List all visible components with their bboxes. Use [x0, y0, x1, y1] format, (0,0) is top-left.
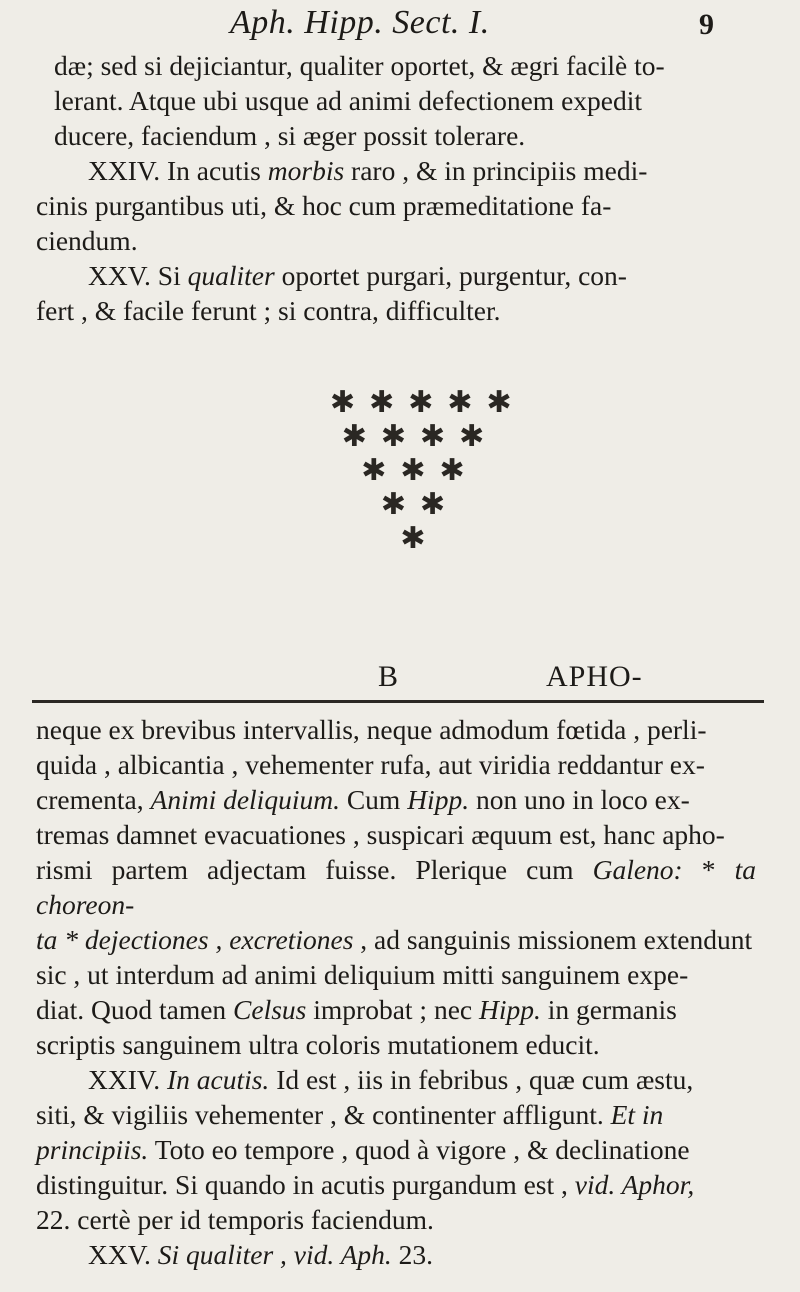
divider-rule [32, 700, 764, 703]
aphorism-number: XXV. [88, 1239, 151, 1270]
commentary-text [36, 712, 756, 1272]
aphorism-number: XXV. [88, 260, 151, 291]
text-line: distinguitur. Si quando in acutis purgandum est , vid. Aphor, [36, 1169, 695, 1200]
text-line: lerant. Atque ubi usque ad animi defectionem expedit [54, 85, 643, 116]
page-header [0, 4, 800, 44]
text-line: ciendum. [36, 225, 138, 256]
text-line: cinis purgantibus uti, & hoc cum præmeditatione fa- [36, 190, 612, 221]
catchword: APHO- [546, 660, 643, 693]
text-line: siti, & vigiliis vehementer , & continenter affligunt. Et in [36, 1099, 664, 1130]
page-number: 9 [699, 8, 714, 41]
text-line: 22. certè per id temporis faciendum. [36, 1204, 434, 1235]
aphorism-number: XXIV. [88, 1064, 161, 1095]
signature-line [0, 660, 800, 700]
text-line: scriptis sanguinem ultra coloris mutationem educit. [36, 1029, 600, 1060]
text-line: ta * dejectiones , excretiones , ad sanguinis missionem extendunt [36, 924, 753, 955]
ornament-row: ✱✱✱✱✱ [330, 386, 526, 419]
text-line: ducere, faciendum , si æger possit tolerare. [54, 120, 526, 151]
aphorism-xxiv: XXIV. In acutis morbis raro , & in principiis medi- [88, 155, 648, 186]
text-line: sic , ut interdum ad animi deliquium mitti sanguinem expe- [36, 959, 689, 990]
ornament-row: ✱ [400, 522, 440, 555]
ornament-row: ✱✱✱✱ [341, 420, 499, 453]
asterisk-ornament [330, 386, 526, 556]
aphorism-number: XXIV. [88, 155, 161, 186]
text-line: principiis. Toto eo tempore , quod à vigore , & declinatione [36, 1134, 690, 1165]
text-line: tremas damnet evacuationes , suspicari æquum est, hanc apho- [36, 819, 725, 850]
commentary-xxiv: XXIV. In acutis. Id est , iis in febribus , quæ cum æstu, [88, 1064, 694, 1095]
signature-mark: B [378, 660, 399, 693]
aphorism-xxv: XXV. Si qualiter oportet purgari, purgentur, con- [88, 260, 627, 291]
commentary-xxv: XXV. Si qualiter , vid. Aph. 23. [88, 1239, 434, 1270]
ornament-row: ✱✱✱ [361, 454, 479, 487]
ornament-row: ✱✱ [380, 488, 460, 521]
text-line: diat. Quod tamen Celsus improbat ; nec Hipp. in germanis [36, 994, 677, 1025]
text-line: crementa, Animi deliquium. Cum Hipp. non uno in loco ex- [36, 784, 690, 815]
text-line: rismi partem adjectam fuisse. Plerique cum Galeno: * ta choreon- [36, 854, 757, 920]
text-line: fert , & facile ferunt ; si contra, difficulter. [36, 295, 501, 326]
running-head: Aph. Hipp. Sect. I. [230, 4, 490, 41]
text-line: neque ex brevibus intervallis, neque admodum fœtida , perli- [36, 714, 707, 745]
aphorism-text [36, 48, 756, 328]
text-line: quida , albicantia , vehementer rufa, aut viridia reddantur ex- [36, 749, 705, 780]
text-line: dæ; sed si dejiciantur, qualiter oportet, & ægri facilè to- [54, 50, 665, 81]
